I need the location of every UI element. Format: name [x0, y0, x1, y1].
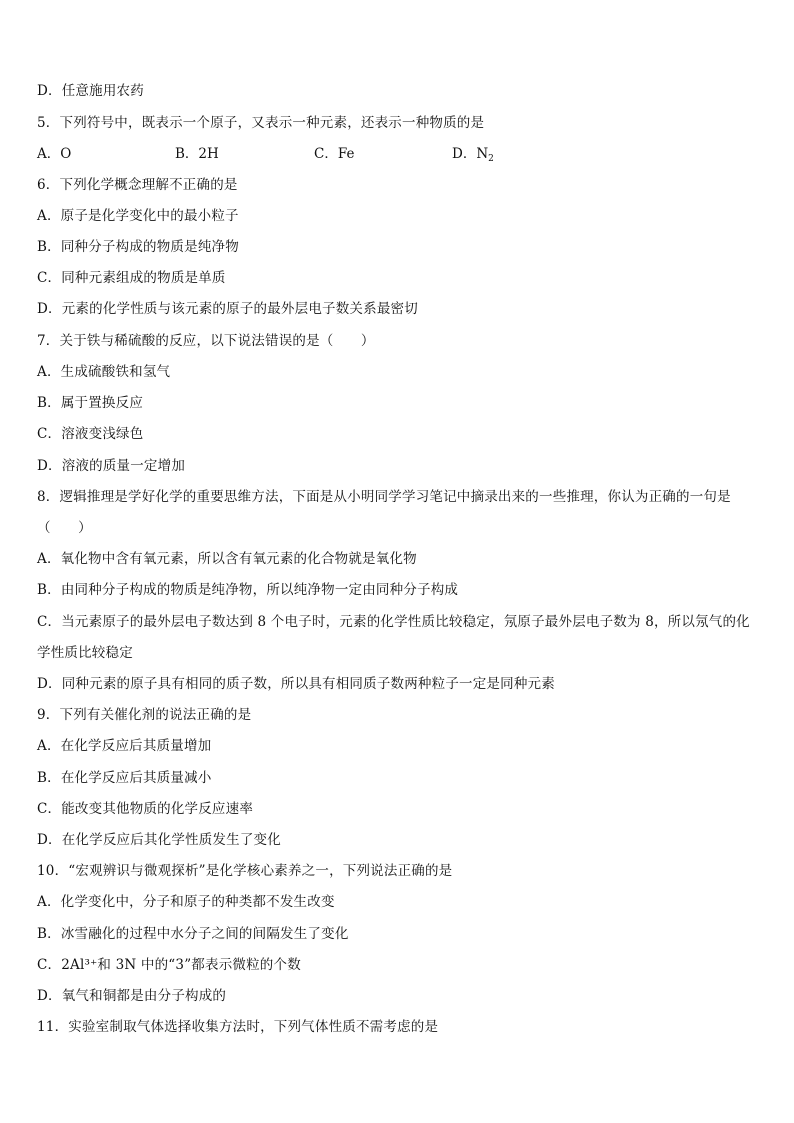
q7-option-b: B．属于置换反应	[37, 395, 144, 411]
q10-stem: 10．“宏观辨识与微观探析”是化学核心素养之一，下列说法正确的是	[37, 863, 453, 879]
q8-stem-cont: （ ）	[37, 520, 92, 536]
q7-stem: 7．关于铁与稀硫酸的反应，以下说法错误的是（ ）	[37, 333, 375, 349]
q4-option-d: D．任意施用农药	[37, 83, 144, 99]
q5-option-d-subscript: 2	[488, 154, 494, 164]
q7-option-c: C．溶液变浅绿色	[37, 426, 144, 442]
q10-option-a: A．化学变化中，分子和原子的种类都不发生改变	[37, 894, 335, 910]
q8-option-c-cont: 学性质比较稳定	[37, 645, 133, 661]
q9-option-a: A．在化学反应后其质量增加	[37, 738, 212, 754]
q6-option-b: B．同种分子构成的物质是纯净物	[37, 239, 239, 255]
q10-option-b: B．冰雪融化的过程中水分子之间的间隔发生了变化	[37, 926, 349, 942]
q8-stem: 8．逻辑推理是学好化学的重要思维方法，下面是从小明同学学习笔记中摘录出来的一些推理，你认为正确的一句是	[37, 489, 731, 505]
q10-option-c: C．2Al³⁺和 3N 中的“3”都表示微粒的个数	[37, 957, 301, 973]
q6-stem: 6．下列化学概念理解不正确的是	[37, 177, 238, 193]
q8-option-d: D．同种元素的原子具有相同的质子数，所以具有相同质子数两种粒子一定是同种元素	[37, 676, 555, 692]
q11-stem: 11．实验室制取气体选择收集方法时，下列气体性质不需考虑的是	[37, 1019, 439, 1035]
q5-options	[37, 144, 557, 164]
q7-option-d: D．溶液的质量一定增加	[37, 458, 186, 474]
q9-option-d: D．在化学反应后其化学性质发生了变化	[37, 832, 281, 848]
q9-option-b: B．在化学反应后其质量减小	[37, 770, 212, 786]
q9-stem: 9．下列有关催化剂的说法正确的是	[37, 707, 252, 723]
q5-stem: 5．下列符号中，既表示一个原子，又表示一种元素，还表示一种物质的是	[37, 115, 485, 131]
q8-option-b: B．由同种分子构成的物质是纯净物，所以纯净物一定由同种分子构成	[37, 582, 459, 598]
q10-option-d: D．氧气和铜都是由分子构成的	[37, 988, 227, 1004]
q6-option-d: D．元素的化学性质与该元素的原子的最外层电子数关系最密切	[37, 301, 418, 317]
q7-option-a: A．生成硫酸铁和氢气	[37, 364, 171, 380]
q5-option-b: B．2H	[175, 146, 219, 162]
q6-option-c: C．同种元素组成的物质是单质	[37, 270, 226, 286]
q5-option-c: C．Fe	[314, 146, 355, 162]
q9-option-c: C．能改变其他物质的化学反应速率	[37, 801, 254, 817]
q6-option-a: A．原子是化学变化中的最小粒子	[37, 208, 239, 224]
q5-option-d	[452, 144, 494, 169]
q8-option-a: A．氧化物中含有氧元素，所以含有氧元素的化合物就是氧化物	[37, 551, 417, 567]
q5-option-d-text: D．N	[452, 146, 489, 162]
q8-option-c: C．当元素原子的最外层电子数达到 8 个电子时，元素的化学性质比较稳定，氖原子最外层电子数为 8，所以氖气的化	[37, 614, 750, 630]
q5-option-a: A．O	[37, 146, 72, 162]
